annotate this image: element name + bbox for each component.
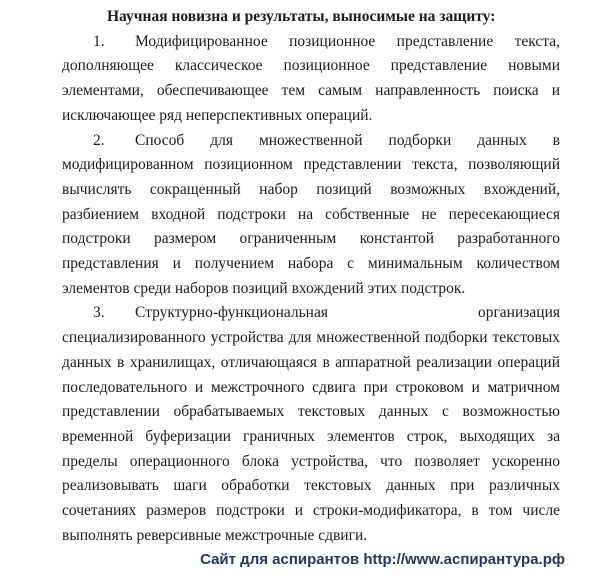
site-watermark: Сайт для аспирантов http://www.аспирантура.рф	[200, 551, 565, 569]
paragraph-1	[62, 30, 560, 129]
section-heading: Научная новизна и результаты, выносимые на защиту:	[107, 8, 496, 25]
paragraph-3-text: Структурно-функциональная организация специализированного устройства для множественной подборки текстовых данных в хранилищах, отличающаяся в аппаратной реализации операций последовательного и межстрочного сдвига при строковом и матричном представлении обрабатываемых текстовых данных с возможностью временной буферизации граничных элементов строк, выходящих за пределы операционного блока устройства, что позволяет ускоренно реализовывать шаги обработки текстовых данных при различных сочетаниях размеров подстроки и строки-модификатора, в том числе выполнять реверсивные межстрочные сдвиги.	[62, 304, 560, 544]
paragraph-2-text: Способ для множественной подборки данных в модифицированном позиционном представлении текста, позволяющий вычислять сокращенный набор позиций возможных вхождений, разбиением входной подстроки на собственные не пересекающиеся подстроки размером ограниченным константой разработанного представления и получением набора с минимальным количеством элементов среди наборов позиций вхождений этих подстрок.	[62, 131, 560, 297]
paragraph-1-text: Модифицированное позиционное представление текста, дополняющее классическое позиционное представление новыми элементами, обеспечивающее тем самым направленность поиска и исключающее ряд неперспективных операций.	[62, 32, 560, 124]
paragraph-2	[62, 129, 560, 302]
paragraph-2-number: 2.	[93, 131, 105, 149]
paragraph-3-number: 3.	[93, 304, 105, 322]
paragraph-1-number: 1.	[93, 32, 105, 50]
paragraph-3	[62, 301, 560, 548]
